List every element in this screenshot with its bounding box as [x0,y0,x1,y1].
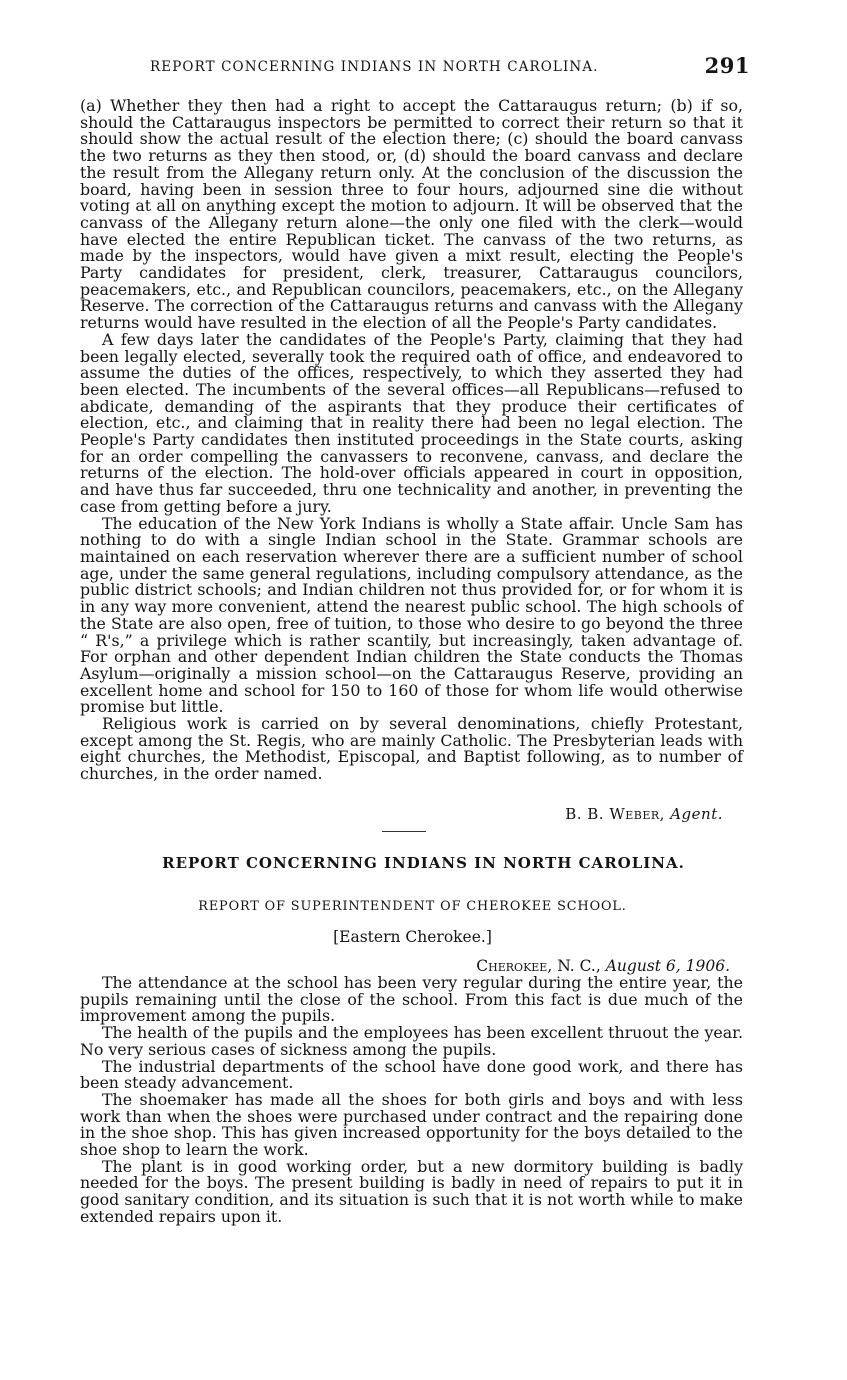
paragraph: The attendance at the school has been very regular during the entire year, the pupils remaining until the close of the school. From this fact is due much of the improvement among the pupils. [80,973,743,1026]
dateline-date: August 6, 1906. [605,957,730,975]
paragraph: The health of the pupils and the employees has been excellent thruout the year. No very serious cases of sickness among the pupils. [80,1023,743,1059]
running-head: REPORT CONCERNING INDIANS IN NORTH CAROLINA. [150,59,599,75]
signature-name: B. B. Weber, [565,805,665,823]
tribe-label: [Eastern Cherokee.] [333,928,492,946]
section-title: REPORT CONCERNING INDIANS IN NORTH CAROLINA. [162,854,685,872]
dateline-place: Cherokee, N. C., [476,957,601,975]
paragraph: The shoemaker has made all the shoes for both girls and boys and with less work than when the shoes were purchased under contract and the repairing done in the shoe shop. This has given increased opportunity for the boys detailed to the shoe shop to learn the work. [80,1089,743,1160]
nc-report-body [80,975,743,1226]
section-subtitle: REPORT OF SUPERINTENDENT OF CHEROKEE SCHOOL. [198,899,627,914]
ny-report-body [80,98,743,783]
paragraph: The industrial departments of the school have done good work, and there has been steady advancement. [80,1056,743,1093]
signature-role: Agent. [670,805,723,823]
signature [565,805,723,823]
paragraph: The plant is in good working order, but a new dormitory building is badly needed for the boys. The present building is badly in need of repairs to put it in good sanitary condition, and its situation is such that it is not worth while to make extended repairs upon it. [80,1156,743,1226]
paragraph: A few days later the candidates of the People's Party, claiming that they had been legally elected, severally took the required oath of office, and endeavored to assume the duties of the offices, respectively, to which they asserted they had been elected. The incumbents of the several offices—all Republicans—refused to abdicate, demanding of the aspirants that they produce their certificates of election, etc., and claiming that in reality there had been no legal election. The People's Party candidates then instituted proceedings in the State courts, asking for an order compelling the canvassers to reconvene, canvass, and declare the returns of the election. The hold-over officials appeared in court in opposition, and have thus far succeeded, thru one technicality and another, in preventing the case from getting before a jury. [80,329,743,516]
page-number: 291 [704,53,750,78]
paragraph: Religious work is carried on by several denominations, chiefly Protestant, except among the St. Regis, who are mainly Catholic. The Presbyterian leads with eight churches, the Methodist, Episcopal, and Baptist following, as to number of churches, in the order named. [80,714,743,784]
section-divider [382,831,426,832]
paragraph: (a) Whether they then had a right to accept the Cattaraugus return; (b) if so, should the Cattaraugus inspectors be permitted to correct their return so that it should show the actual result of the election there; (c) should the board canvass the two returns as they then stood, or, (d) should the board canvass and declare the result from the Allegany return only. At the conclusion of the discussion the board, having been in session three to four hours, adjourned sine die without voting at all on anything except the motion to adjourn. It will be observed that the canvass of the Allegany return alone—the only one filed with the clerk—would have elected the entire Republican ticket. The canvass of the two returns, as made by the inspectors, would have given a mixt result, electing the People's Party candidates for president, clerk, treasurer, Cattaraugus councilors, peacemakers, etc., and Republican councilors, peacemakers, etc., on the Allegany Reserve. The correction of the Cattaraugus returns and canvass with the Allegany returns would have resulted in the election of all the People's Party candidates. [80,96,743,333]
paragraph: The education of the New York Indians is wholly a State affair. Uncle Sam has nothing to do with a single Indian school in the State. Grammar schools are maintained on each reservation wherever there are a sufficient number of school age, under the same general regulations, including compulsory attendance, as the public district schools; and Indian children not thus provided for, or for whom it is in any way more convenient, attend the nearest public school. The high schools of the State are also open, free of tuition, to those who desire to go beyond the three “ R's,” a privilege which is rather scantily, but increasingly, taken advantage of. For orphan and other dependent Indian children the State conducts the Thomas Asylum—originally a mission school—on the Cattaraugus Reserve, providing an excellent home and school for 150 to 160 of those for whom life would otherwise promise but little. [80,513,743,717]
page-header [150,55,750,79]
